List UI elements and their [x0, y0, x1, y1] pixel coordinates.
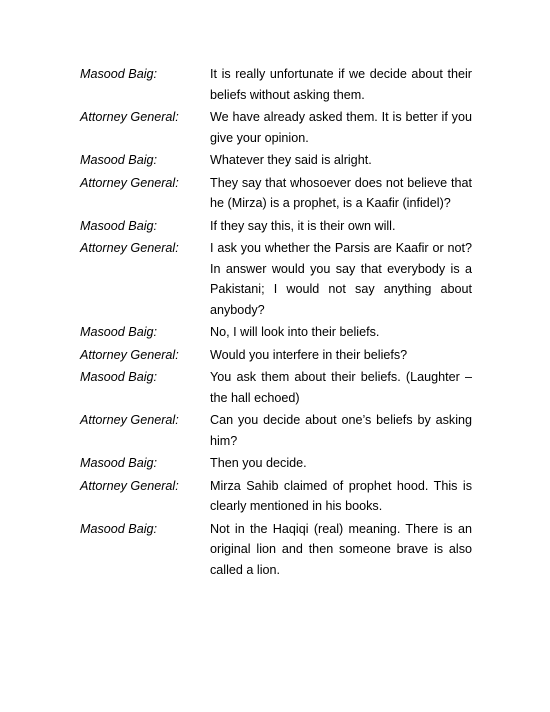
- transcript-entry: [80, 410, 472, 451]
- speaker-name: Attorney General:: [80, 110, 179, 124]
- speech-text: I ask you whether the Parsis are Kaafir or not? In answer would you say that everybody is a Pakistani; I would not say anything about anybody?: [210, 241, 472, 317]
- speaker-name: Masood Baig:: [80, 67, 158, 81]
- speech-text: Not in the Haqiqi (real) meaning. There is an original lion and then someone brave is also called a lion.: [210, 521, 472, 577]
- speech-text: Would you interfere in their beliefs?: [210, 347, 408, 362]
- speaker-name: Attorney General:: [80, 413, 179, 427]
- transcript-entry: [80, 107, 472, 148]
- speech-text: If they say this, it is their own will.: [210, 218, 396, 233]
- speech-text: You ask them about their beliefs. (Laughter – the hall echoed): [210, 370, 472, 405]
- transcript-entry: [80, 367, 472, 408]
- speaker-name: Masood Baig:: [80, 325, 158, 339]
- transcript-entry: [80, 216, 472, 237]
- speaker-name: Attorney General:: [80, 347, 179, 362]
- speech-text: Whatever they said is alright.: [210, 153, 372, 167]
- transcript-entry: [80, 519, 472, 581]
- transcript-entry: [80, 150, 472, 171]
- speech-text: Can you decide about one’s beliefs by asking him?: [210, 413, 472, 448]
- speech-text: No, I will look into their beliefs.: [210, 325, 380, 339]
- speech-text: It is really unfortunate if we decide about their beliefs without asking them.: [210, 67, 472, 102]
- transcript-entry: [80, 64, 472, 105]
- transcript-entry: [80, 322, 472, 343]
- transcript-entry: [80, 453, 472, 474]
- speech-text: We have already asked them. It is better if you give your opinion.: [210, 110, 472, 145]
- transcript-entry: [80, 238, 472, 320]
- transcript-entry: [80, 345, 472, 366]
- speaker-name: Masood Baig:: [80, 370, 158, 384]
- speaker-name: Attorney General:: [80, 241, 179, 255]
- transcript: [80, 64, 472, 582]
- speaker-name: Masood Baig:: [80, 153, 158, 167]
- transcript-entry: [80, 476, 472, 517]
- speaker-name: Masood Baig:: [80, 521, 158, 536]
- transcript-entry: [80, 173, 472, 214]
- speech-text: They say that whosoever does not believe that he (Mirza) is a prophet, is a Kaafir (infidel)?: [210, 175, 472, 210]
- speech-text: Mirza Sahib claimed of prophet hood. This is clearly mentioned in his books.: [210, 478, 472, 513]
- speaker-name: Attorney General:: [80, 175, 179, 190]
- speech-text: Then you decide.: [210, 456, 307, 470]
- speaker-name: Attorney General:: [80, 478, 179, 493]
- speaker-name: Masood Baig:: [80, 218, 158, 233]
- speaker-name: Masood Baig:: [80, 456, 158, 470]
